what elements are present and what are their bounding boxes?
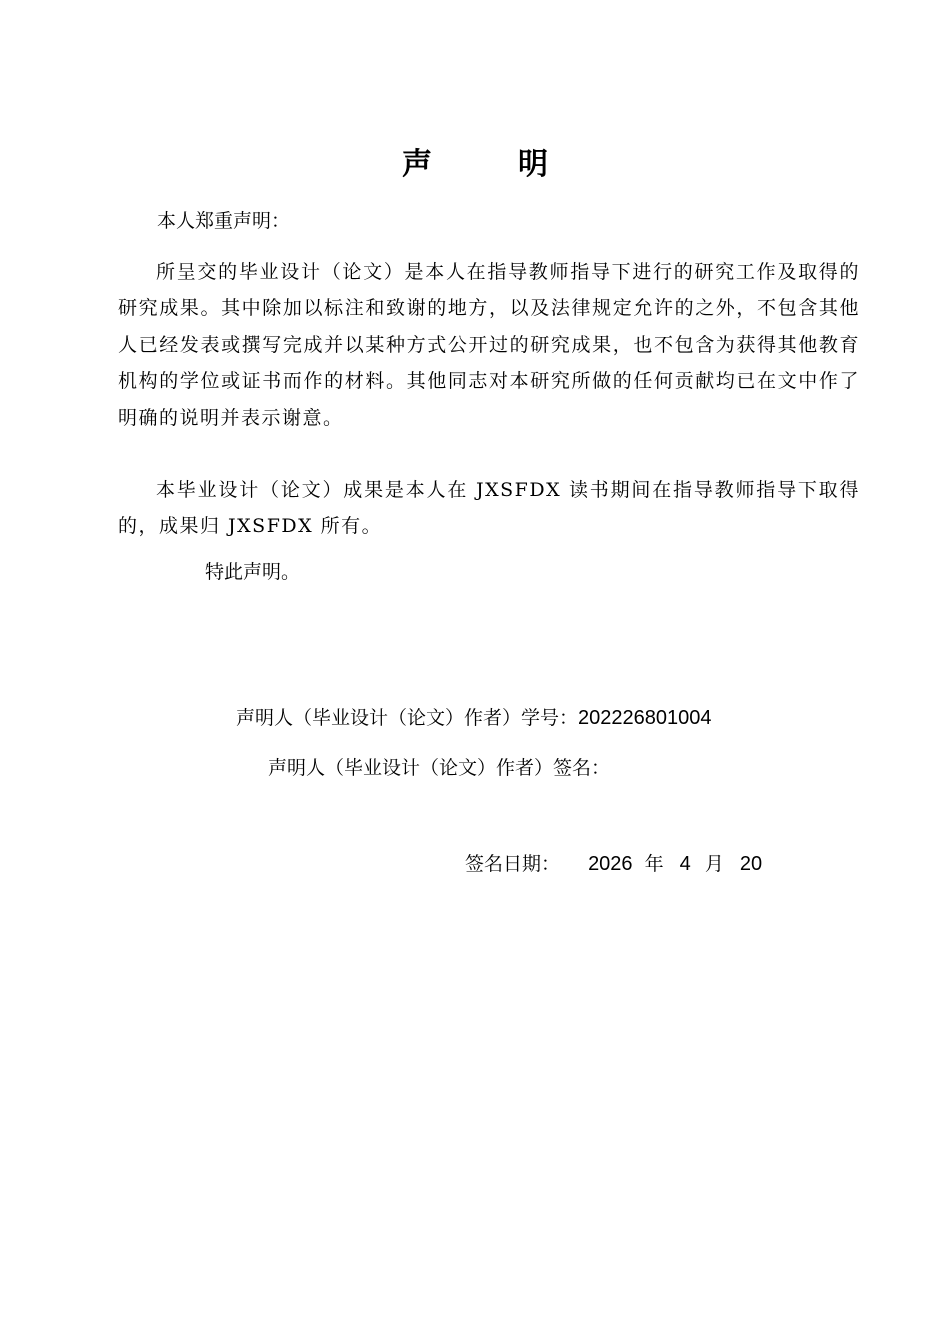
- student-id-label: 声明人（毕业设计（论文）作者）学号：: [236, 707, 579, 729]
- date-month: 4: [679, 853, 691, 875]
- closing-line: 特此声明。: [205, 561, 301, 583]
- student-id-value: 202226801004: [578, 707, 712, 729]
- title-char-second: 明: [518, 147, 548, 182]
- title-char-first: 声: [402, 147, 432, 182]
- page-title: [0, 143, 950, 187]
- signature-line: [268, 755, 610, 781]
- declaration-paragraph-1: 所呈交的毕业设计（论文）是本人在指导教师指导下进行的研究工作及取得的研究成果。其中除加以标注和致谢的地方，以及法律规定允许的之外，不包含其他人已经发表或撰写完成并以某种方式公开过的研究成果，也不包含为获得其他教育机构的学位或证书而作的材料。其他同志对本研究所做的任何贡献均已在文中作了明确的说明并表示谢意。: [118, 261, 860, 429]
- date-year: 2026: [588, 853, 633, 875]
- date-month-unit: 月: [704, 853, 724, 875]
- date-label: 签名日期：: [465, 853, 561, 875]
- declaration-paragraph-2: 本毕业设计（论文）成果是本人在 JXSFDX 读书期间在指导教师指导下取得的，成果归 JXSFDX 所有。: [118, 479, 860, 538]
- opening-line: 本人郑重声明：: [157, 210, 291, 232]
- student-id-line: [236, 705, 712, 731]
- signature-date-line: [465, 851, 762, 877]
- date-day: 20: [739, 853, 763, 875]
- signature-label: 声明人（毕业设计（论文）作者）签名：: [268, 757, 611, 779]
- date-year-unit: 年: [644, 853, 664, 875]
